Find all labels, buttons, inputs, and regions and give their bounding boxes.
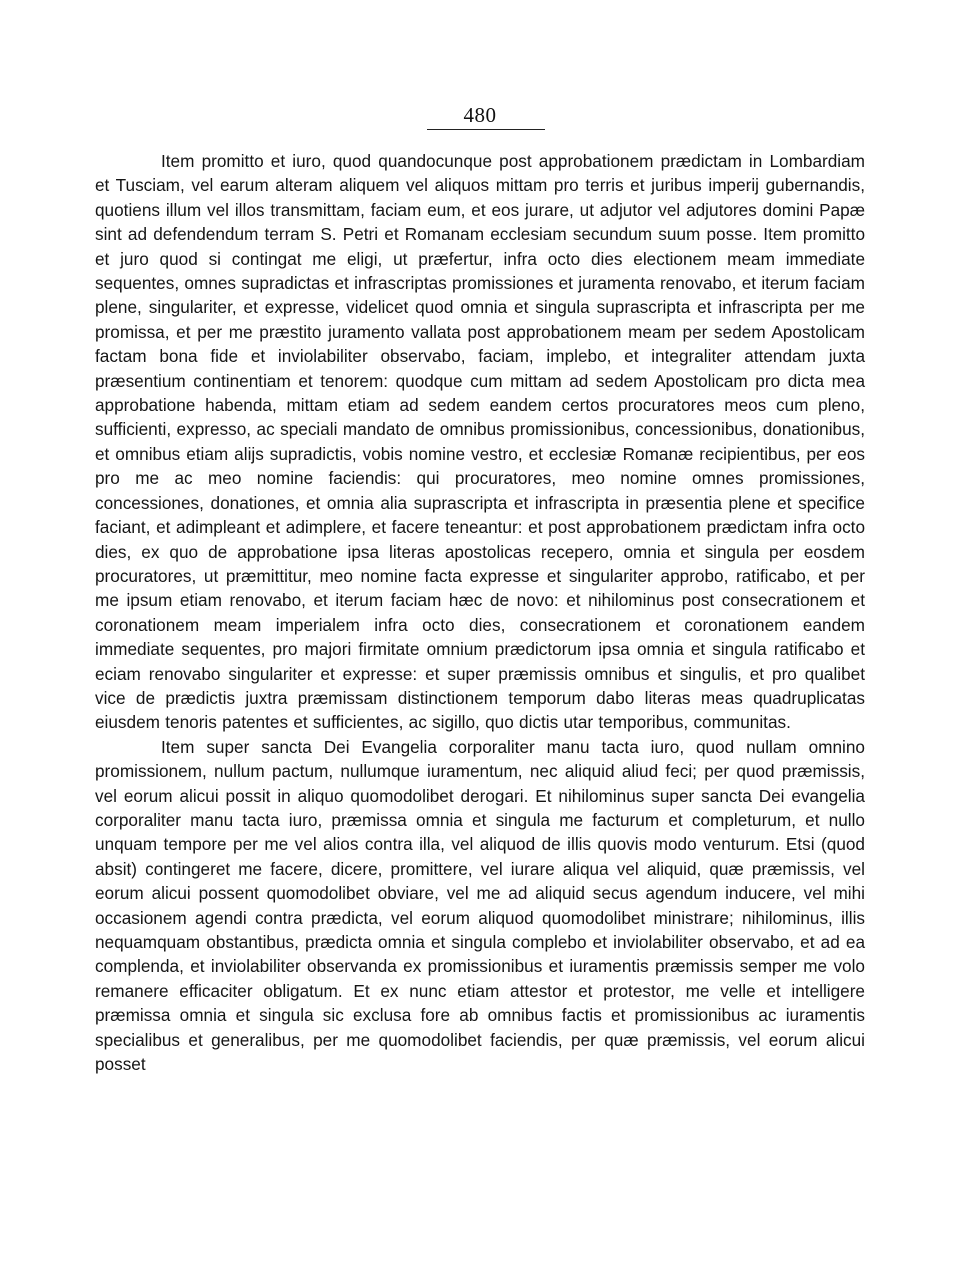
page-number: 480 bbox=[463, 103, 497, 127]
paragraph: Item promitto et iuro, quod quandocunque post approbationem prædictam in Lombardiam et Tusciam, vel earum alteram aliquem vel aliquos mittam pro terris et juribus imperij gubernandis, quotiens illum vel illos transmittam, faciam eum, et eos jurare, ut adjutor vel adjutores domini Papæ sint ad defendendum terram S. Petri et Romanam ecclesiam secundum suum posse. Item promitto et juro quod si contingat me eligi, ut præfertur, infra octo dies electionem meam immediate sequentes, omnes supradictas et infrascriptas promissiones et juramenta renovabo, et iterum faciam plene, singulariter, et expresse, videlicet quod omnia et singula suprascripta et infrascripta per me promissa, et per me præstito juramento vallata post approbationem meam per sedem Apostolicam factam bona fide et inviolabiliter observabo, faciam, implebo, et integraliter attendam juxta præsentium continentiam et tenorem: quodque cum mittam ad sedem Apostolicam pro dicta mea approbatione habenda, mittam etiam ad sedem eandem certos procuratores meos cum pleno, sufficienti, expresso, ac speciali mandato de omnibus promissionibus, concessionibus, donationibus, et omnibus etiam alijs supradictis, vobis nomine vestro, et ecclesiæ Romanæ recipientibus, per eos pro me ac meo nomine faciendis: qui procuratores, meo nomine omnes promissiones, concessiones, donationes, et omnia alia suprascripta et infrascripta in præsentia plene et specifice faciant, et adimpleant et adimplere, et facere teneantur: et post approbationem prædictam infra octo dies, ex quo de approbatione ipsa literas apostolicas recepero, omnia et singula per eosdem procuratores, ut præmittitur, meo nomine facta expresse et singulariter approbo, ratificabo, et per me ipsum etiam renovabo, et iterum faciam hæc de novo: et nihilominus post consecrationem et coronationem meam imperialem infra octo dies, consecrationem et coronationem eandem immediate sequentes, pro majori firmitate omnium prædictorum ipsa omnia et singula ratificabo et eciam renovabo singulariter et expresse: et super præmissis omnibus et singulis, et pro qualibet vice de prædictis juxtra præmissam distinctionem temporum dabo literas meas quadruplicatas eiusdem tenoris patentes et sufficientes, ac sigillo, quo dictis utar temporibus, communitas. bbox=[95, 151, 865, 733]
paragraph: Item super sancta Dei Evangelia corporaliter manu tacta iuro, quod nullam omnino promissionem, nullum pactum, nullumque iuramentum, nec aliquid aliud feci; per quod præmissis, vel eorum alicui possit in aliquo quomodolibet derogari. Et nihilominus super sancta Dei evangelia corporaliter manu tacta iuro, præmissa omnia et singula me facturum et completurum, et nullo unquam tempore per me vel alios contra illa, vel aliquod de illis quovis modo venturum. Etsi (quod absit) contingeret me facere, dicere, promittere, vel iurare aliqua vel aliquid, quæ præmissis, vel eorum alicui possent quomodolibet obviare, vel me ad aliquid secus agendum inducere, vel mihi occasionem agendi contra prædicta, vel eorum aliquod quomodolibet ministrare; nihilominus, illis nequamquam obstantibus, prædicta omnia et singula complebo et inviolabiliter observabo, et ad ea complenda, et inviolabiliter observanda ex promissionibus et iuramentis præmissis semper me volo remanere efficaciter obligatum. Et ex nunc etiam attestor et protestor, me velle et intelligere præmissa omnia et singula sic exclusa fore ab omnibus factis et promissionibus ac iuramentis specialibus et generalibus, per me quomodolibet faciendis, per quæ præmissis, vel eorum alicui posset bbox=[95, 736, 865, 1075]
header-rule bbox=[427, 129, 545, 130]
body-text bbox=[95, 149, 865, 1076]
